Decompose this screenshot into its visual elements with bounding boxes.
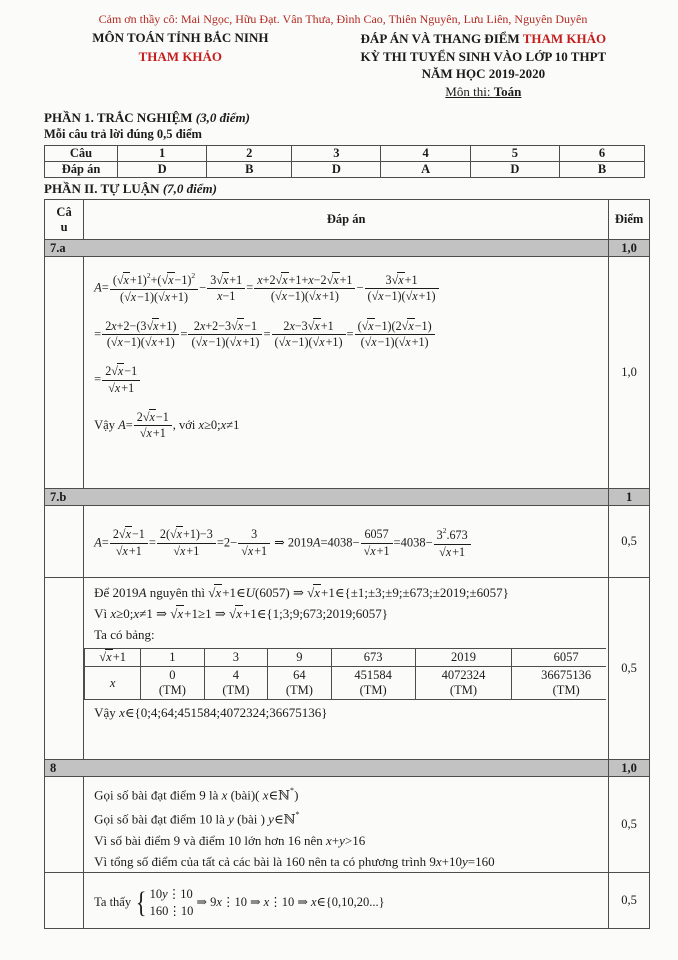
mc-cell: 4 [381, 146, 470, 162]
math-line: A= $\frac{(√x+1)^2+(√x-1)^2}{(√x-1)(√x+1)}$ − $\frac{3√x+1}{x-1}$ = $\frac{x+2√x+1+x-2√x+1}{(√x-1)(√x+1)}$ − $\frac{3√x+1}{(√x-1)(√x+1)}$ [94, 272, 606, 306]
q8-step1-row [45, 777, 650, 873]
score-cell: 0,5 [609, 872, 650, 929]
value-table-x-row [85, 667, 607, 700]
math-line: Gọi số bài đạt điểm 10 là y (bài ) y∈ℕ* [94, 810, 300, 827]
math-line: Vì số bài điểm 9 và điểm 10 lớn hơn 16 nên x+y>16 [94, 832, 366, 848]
school-year: NĂM HỌC 2019-2020 [421, 66, 546, 81]
part2-title-text: PHẦN II. TỰ LUẬN [44, 181, 163, 196]
column-header-cau: Câu [45, 200, 84, 240]
mc-cell: 6 [560, 146, 645, 162]
math-line: = $\frac{2√x-1}{√x+1}$ [94, 364, 606, 397]
mc-cell: 1 [118, 146, 207, 162]
table-cell: 0 (TM) [141, 667, 204, 700]
score-cell: 0,5 [609, 506, 650, 578]
q8-step2-row [45, 872, 650, 929]
q7a-total-score: 1,0 [609, 240, 650, 257]
score-cell: 1,0 [609, 257, 650, 489]
reference-label-left: THAM KHẢO [138, 49, 223, 64]
table-cell: 4072324 (TM) [415, 667, 512, 700]
score-cell: 0,5 [609, 578, 650, 760]
q8-step2-solution [84, 872, 609, 929]
subject-line [317, 83, 650, 101]
subject-value: Toán [493, 83, 522, 99]
part2-points-note: (7,0 điểm) [162, 181, 217, 196]
table-cell: 3 [204, 649, 267, 667]
subject-label: Môn thi: [445, 83, 494, 99]
q7b-band-row [45, 489, 650, 506]
q7a-band-row [45, 240, 650, 257]
value-table-header-row [85, 649, 607, 667]
text-line: Ta có bảng: [94, 627, 155, 642]
mc-answer-header: Đáp án [45, 162, 118, 178]
table-cell: 4 (TM) [204, 667, 267, 700]
table-cell: 6057 [512, 649, 606, 667]
header-left-block [44, 30, 317, 100]
q8-band-row [45, 760, 650, 777]
table-cell: 673 [331, 649, 415, 667]
mc-cell: 5 [470, 146, 559, 162]
q7a-label: 7.a [45, 240, 609, 257]
header-right-block [317, 30, 650, 100]
table-cell: 9 [268, 649, 331, 667]
empty-cau-cell [45, 777, 84, 873]
mc-question-header: Câu [45, 146, 118, 162]
mc-cell: D [292, 162, 381, 178]
part1-points-note: (3,0 điểm) [195, 110, 250, 125]
column-header-dapan: Đáp án [84, 200, 609, 240]
empty-cau-cell [45, 872, 84, 929]
province-subject-line: MÔN TOÁN TỈNH BẮC NINH [92, 30, 269, 45]
q8-total-score: 1,0 [609, 760, 650, 777]
table-cell: 36675136 (TM) [512, 667, 606, 700]
math-line: Vậy x∈{0;4;64;451584;4072324;36675136} [94, 705, 328, 720]
q7b-total-score: 1 [609, 489, 650, 506]
empty-cau-cell [45, 257, 84, 489]
mc-cell: D [118, 162, 207, 178]
column-header-diem: Điểm [609, 200, 650, 240]
math-line: Gọi số bài đạt điểm 9 là x (bài)( x∈ℕ*) [94, 785, 299, 803]
mc-cell: B [560, 162, 645, 178]
q7b-step2-row [45, 578, 650, 760]
table-cell: √x+1 [85, 649, 141, 667]
mc-cell: A [381, 162, 470, 178]
essay-answer-table [44, 199, 650, 929]
table-cell: 64 (TM) [268, 667, 331, 700]
table-cell: 2019 [415, 649, 512, 667]
part2-title [44, 181, 650, 197]
q8-step1-solution [84, 777, 609, 873]
table-cell: 451584 (TM) [331, 667, 415, 700]
answer-key-title-red: THAM KHẢO [522, 31, 607, 46]
empty-cau-cell [45, 506, 84, 578]
math-line: Vì x≥0;x≠1 ⇒ √x+1≥1 ⇒ √x+1∈{1;3;9;673;2019;6057} [94, 606, 388, 621]
score-cell: 0,5 [609, 777, 650, 873]
table-header-row [45, 200, 650, 240]
q7b-step2-solution [84, 578, 609, 760]
math-line: Ta thấy { 10y⋮10 160⋮10 ⇒ 9x⋮10 ⇒ x⋮10 ⇒ x∈{0,10,20...} [94, 886, 385, 920]
mc-question-row [45, 146, 645, 162]
q8-label: 8 [45, 760, 609, 777]
empty-cau-cell [45, 578, 84, 760]
q7b-label: 7.b [45, 489, 609, 506]
exam-title: KỲ THI TUYỂN SINH VÀO LỚP 10 THPT [360, 48, 607, 64]
mc-answer-row [45, 162, 645, 178]
q7a-solution [84, 257, 609, 489]
value-table-wrapper [84, 648, 606, 700]
part1-subtitle: Mỗi câu trả lời đúng 0,5 điểm [44, 127, 202, 141]
q7a-content-row [45, 257, 650, 489]
q7b-step1-solution [84, 506, 609, 578]
math-line: Vậy A= $\frac{2√x-1}{√x+1}$ , với x≥0;x≠1 [94, 409, 240, 441]
mc-cell: 3 [292, 146, 381, 162]
mc-cell: D [470, 162, 559, 178]
answer-key-title [317, 30, 650, 48]
mc-cell: B [207, 162, 292, 178]
math-line: Vì tổng số điểm của tất cả các bài là 160 nên ta có phương trình 9x+10y=160 [94, 853, 495, 869]
part1-title-text: PHẦN 1. TRẮC NGHIỆM [44, 110, 196, 125]
math-line: A= $\frac{2√x-1}{√x+1}$ = $\frac{2(√x+1)-3}{√x+1}$ =2− $\frac{3}{√x+1}$ ⇒ 2019A=4038− $\frac{6057}{√x+1}$ =4038− $\frac{3^2.673}{√x+1}$ [94, 527, 606, 561]
table-cell: 1 [141, 649, 204, 667]
credit-line: Cảm ơn thầy cô: Mai Ngọc, Hữu Đạt. Vân Thưa, Đình Cao, Thiên Nguyên, Lưu Liên, Nguyên Duyên [98, 12, 588, 26]
document-header [44, 30, 650, 100]
value-table [84, 648, 606, 700]
math-line: = $\frac{2x+2-(3√x+1)}{(√x-1)(√x+1)}$ = $\frac{2x+2-3√x-1}{(√x-1)(√x+1)}$ = $\frac{2x-3√x+1}{(√x-1)(√x+1)}$ = $\frac{(√x-1)(2√x-1)}{(√x-1)(√x+1)}$ [94, 319, 606, 352]
table-cell: x [85, 667, 141, 700]
answer-key-title-black: ĐÁP ÁN VÀ THANG ĐIỂM [360, 31, 523, 46]
math-line: Để 2019A nguyên thì √x+1∈U(6057) ⇒ √x+1∈{±1;±3;±9;±673;±2019;±6057} [94, 585, 509, 600]
mc-cell: 2 [207, 146, 292, 162]
multiple-choice-table [44, 145, 645, 178]
q7b-step1-row [45, 506, 650, 578]
part1-title [44, 110, 650, 126]
